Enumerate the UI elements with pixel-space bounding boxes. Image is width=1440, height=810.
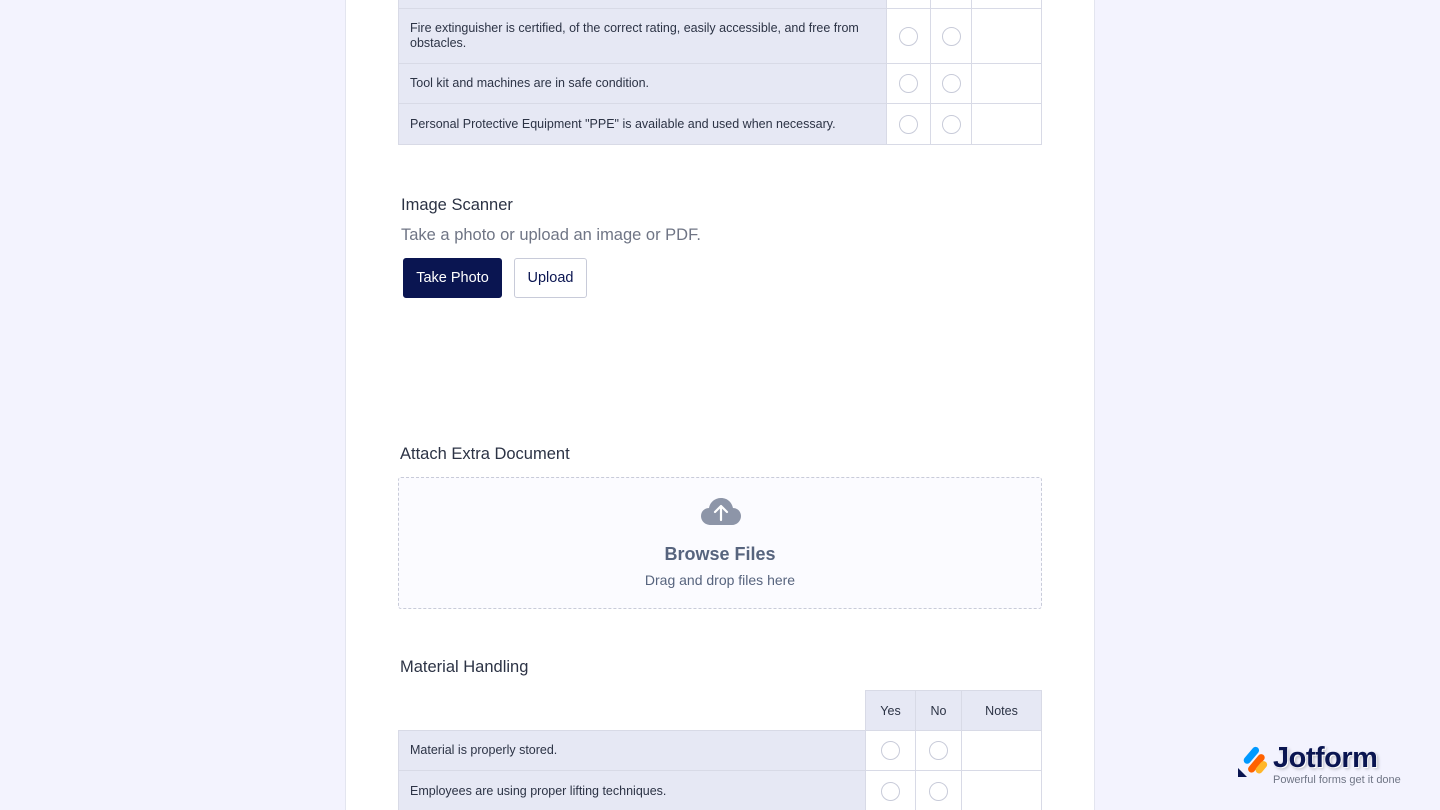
browse-files-text[interactable]: Browse Files	[664, 544, 776, 564]
material-handling-matrix	[398, 690, 1042, 810]
yes-radio-cell[interactable]	[887, 9, 931, 64]
yes-radio[interactable]	[899, 27, 918, 46]
file-dropzone[interactable]	[398, 477, 1042, 609]
brand-tagline: Powerful forms get it done	[1273, 774, 1401, 786]
yes-radio[interactable]	[899, 74, 918, 93]
table-row	[399, 104, 1042, 145]
safety-matrix	[398, 0, 1042, 145]
table-row	[399, 64, 1042, 104]
no-radio[interactable]	[942, 115, 961, 134]
material-handling-label: Material Handling	[400, 658, 529, 676]
matrix-header-row	[399, 691, 1042, 731]
attach-document-label: Attach Extra Document	[400, 445, 570, 463]
take-photo-button[interactable]: Take Photo	[403, 258, 502, 298]
table-row	[399, 0, 1042, 9]
no-radio[interactable]	[942, 74, 961, 93]
no-radio[interactable]	[929, 782, 948, 801]
matrix-question: Tool kit and machines are in safe condition.	[399, 64, 887, 104]
matrix-question: Employees are using proper lifting techniques.	[399, 771, 866, 810]
upload-button[interactable]: Upload	[514, 258, 587, 298]
table-row	[399, 771, 1042, 810]
matrix-cell	[887, 0, 931, 9]
matrix-question: Personal Protective Equipment "PPE" is available and used when necessary.	[399, 104, 887, 145]
matrix-question-cell	[399, 0, 887, 9]
notes-cell[interactable]	[962, 731, 1042, 771]
no-radio-cell[interactable]	[931, 104, 972, 145]
matrix-cell	[931, 0, 972, 9]
yes-radio[interactable]	[881, 782, 900, 801]
table-row	[399, 9, 1042, 64]
cloud-upload-icon	[701, 498, 741, 526]
matrix-notes-cell	[972, 0, 1042, 9]
no-radio-cell[interactable]	[916, 731, 962, 771]
yes-radio[interactable]	[881, 741, 900, 760]
yes-radio-cell[interactable]	[866, 771, 916, 810]
matrix-question: Material is properly stored.	[399, 731, 866, 771]
column-header-notes: Notes	[962, 691, 1042, 731]
no-radio-cell[interactable]	[931, 9, 972, 64]
no-radio[interactable]	[929, 741, 948, 760]
matrix-header-blank	[399, 691, 866, 731]
no-radio-cell[interactable]	[931, 64, 972, 104]
jotform-badge[interactable]	[1236, 744, 1406, 790]
notes-cell[interactable]	[972, 104, 1042, 145]
column-header-no: No	[916, 691, 962, 731]
yes-radio-cell[interactable]	[866, 731, 916, 771]
drag-drop-hint: Drag and drop files here	[644, 572, 796, 588]
no-radio-cell[interactable]	[916, 771, 962, 810]
table-row	[399, 731, 1042, 771]
yes-radio[interactable]	[899, 115, 918, 134]
yes-radio-cell[interactable]	[887, 64, 931, 104]
jotform-logo-icon	[1236, 744, 1270, 780]
notes-cell[interactable]	[972, 64, 1042, 104]
no-radio[interactable]	[942, 27, 961, 46]
yes-radio-cell[interactable]	[887, 104, 931, 145]
image-scanner-sublabel: Take a photo or upload an image or PDF.	[401, 226, 701, 244]
matrix-question: Fire extinguisher is certified, of the correct rating, easily accessible, and free from obstacles.	[399, 9, 887, 64]
notes-cell[interactable]	[962, 771, 1042, 810]
notes-cell[interactable]	[972, 9, 1042, 64]
column-header-yes: Yes	[866, 691, 916, 731]
image-scanner-label: Image Scanner	[401, 196, 513, 214]
brand-name: Jotform	[1273, 742, 1378, 774]
